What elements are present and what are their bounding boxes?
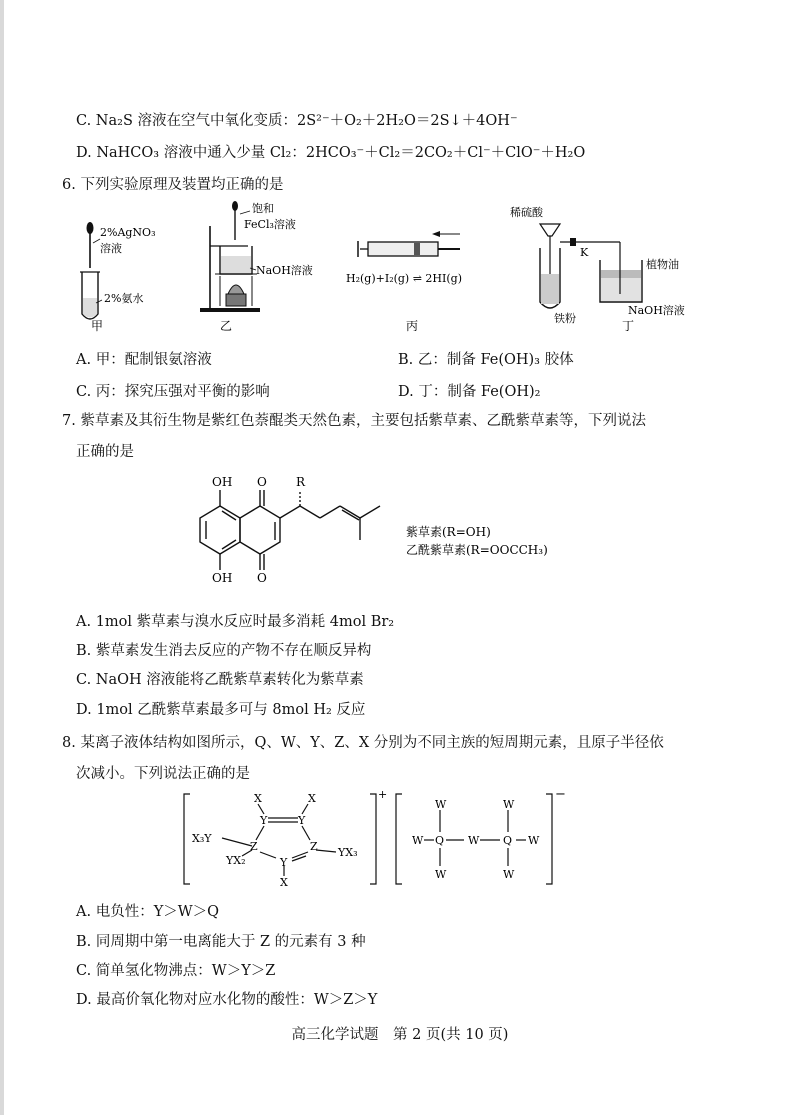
q8-option-b: B. 同周期中第一电离能大于 Z 的元素有 3 种 xyxy=(76,934,366,950)
anion-w-top2: W xyxy=(503,798,515,811)
group-x3y: X₃Y xyxy=(192,832,212,845)
label-fecl3: FeCl₃溶液 xyxy=(244,218,296,231)
caption-yi: 乙 xyxy=(220,319,233,333)
q6-option-a: A. 甲：配制银氨溶液 xyxy=(76,352,212,368)
label-vegetable-oil: 植物油 xyxy=(646,258,679,271)
label-iron-powder: 铁粉 xyxy=(554,312,576,325)
label-naoh-ding: NaOH溶液 xyxy=(628,304,685,317)
q8-option-d: D. 最高价氧化物对应水化物的酸性：W＞Z＞Y xyxy=(76,992,378,1008)
atom-x-3: X xyxy=(280,876,288,889)
q8-option-c: C. 简单氢化物沸点：W＞Y＞Z xyxy=(76,963,276,979)
apparatus-yi xyxy=(200,201,313,312)
atom-y-1: Y xyxy=(260,814,268,827)
q7-option-c: C. NaOH 溶液能将乙酰紫草素转化为紫草素 xyxy=(76,672,364,688)
page-margin-rule xyxy=(0,0,4,1115)
q8-option-a: A. 电负性：Y＞W＞Q xyxy=(76,904,220,920)
anion-w-right: W xyxy=(528,834,540,847)
label-equilibrium: H₂(g)+I₂(g) ⇌ 2HI(g) xyxy=(346,272,462,285)
anion-w-top1: W xyxy=(435,798,447,811)
q6-option-c: C. 丙：探究压强对平衡的影响 xyxy=(76,384,270,400)
label-oh-top: OH xyxy=(212,475,233,489)
label-naoh-yi: NaOH溶液 xyxy=(256,264,313,277)
legend-shikonin: 紫草素(R=OH) xyxy=(406,525,491,539)
q7-option-d: D. 1mol 乙酰紫草素最多可与 8mol H₂ 反应 xyxy=(76,702,366,718)
group-yx2: YX₂ xyxy=(226,854,246,867)
atom-z-1: Z xyxy=(250,840,258,853)
label-valve-k: K xyxy=(580,246,589,259)
q8-stem-line1: 8. 某离子液体结构如图所示，Q、W、Y、Z、X 分别为不同主族的短周期元素，且原子半径依 xyxy=(62,735,664,751)
label-oh-bottom: OH xyxy=(212,571,233,585)
atom-y-3: Y xyxy=(280,856,288,869)
anion-q2: Q xyxy=(503,834,513,847)
group-yx3: YX₃ xyxy=(338,846,358,859)
q5-option-c: C. Na₂S 溶液在空气中氧化变质：2S²⁻＋O₂＋2H₂O＝2S↓＋4OH⁻ xyxy=(76,113,518,129)
q7-option-b: B. 紫草素发生消去反应的产物不存在顺反异构 xyxy=(76,643,372,659)
label-o-bottom: O xyxy=(257,571,267,585)
label-saturated: 饱和 xyxy=(252,202,274,215)
caption-bing: 丙 xyxy=(406,319,419,333)
q6-option-d: D. 丁：制备 Fe(OH)₂ xyxy=(398,384,541,400)
q8-stem-line2: 次减小。下列说法正确的是 xyxy=(76,766,250,782)
page-footer: 高三化学试题 第 2 页(共 10 页) xyxy=(291,1027,509,1043)
anion-w-bottom2: W xyxy=(503,868,515,881)
label-agno3-solution: 溶液 xyxy=(100,242,122,255)
anion-q1: Q xyxy=(435,834,445,847)
atom-x-2: X xyxy=(308,792,316,805)
q6-option-b: B. 乙：制备 Fe(OH)₃ 胶体 xyxy=(398,352,574,368)
atom-x-1: X xyxy=(254,792,262,805)
shikonin-structure xyxy=(180,470,580,600)
legend-acetylshikonin: 乙酰紫草素(R=OOCCH₃) xyxy=(406,543,548,557)
q5-option-d: D. NaHCO₃ 溶液中通入少量 Cl₂：2HCO₃⁻＋Cl₂＝2CO₂＋Cl⁻＋ClO⁻＋H₂O xyxy=(76,145,586,161)
apparatus-bing xyxy=(346,231,462,285)
q7-option-a: A. 1mol 紫草素与溴水反应时最多消耗 4mol Br₂ xyxy=(76,614,395,630)
caption-jia: 甲 xyxy=(91,319,104,333)
q6-stem: 6. 下列实验原理及装置均正确的是 xyxy=(62,177,284,193)
cation-charge: + xyxy=(378,788,388,801)
label-o-top: O xyxy=(257,475,267,489)
atom-z-2: Z xyxy=(310,840,318,853)
caption-ding: 丁 xyxy=(622,319,635,333)
apparatus-ding xyxy=(510,205,685,325)
q7-stem-line1: 7. 紫草素及其衍生物是紫红色萘醌类天然色素，主要包括紫草素、乙酰紫草素等，下列说法 xyxy=(62,413,646,429)
label-agno3: 2%AgNO₃ xyxy=(100,226,156,239)
anion-w-left: W xyxy=(412,834,424,847)
apparatus-jia xyxy=(80,222,156,319)
label-r-group: R xyxy=(296,475,306,489)
ionic-liquid-structure xyxy=(180,784,580,894)
atom-y-2: Y xyxy=(298,814,306,827)
q7-stem-line2: 正确的是 xyxy=(76,444,134,460)
q6-apparatus-figure xyxy=(60,198,700,338)
anion-charge: − xyxy=(555,787,566,802)
label-ammonia: 2%氨水 xyxy=(104,292,144,305)
anion-w-bottom1: W xyxy=(435,868,447,881)
anion-w-bridge: W xyxy=(468,834,480,847)
label-dilute-acid: 稀硫酸 xyxy=(510,206,543,219)
